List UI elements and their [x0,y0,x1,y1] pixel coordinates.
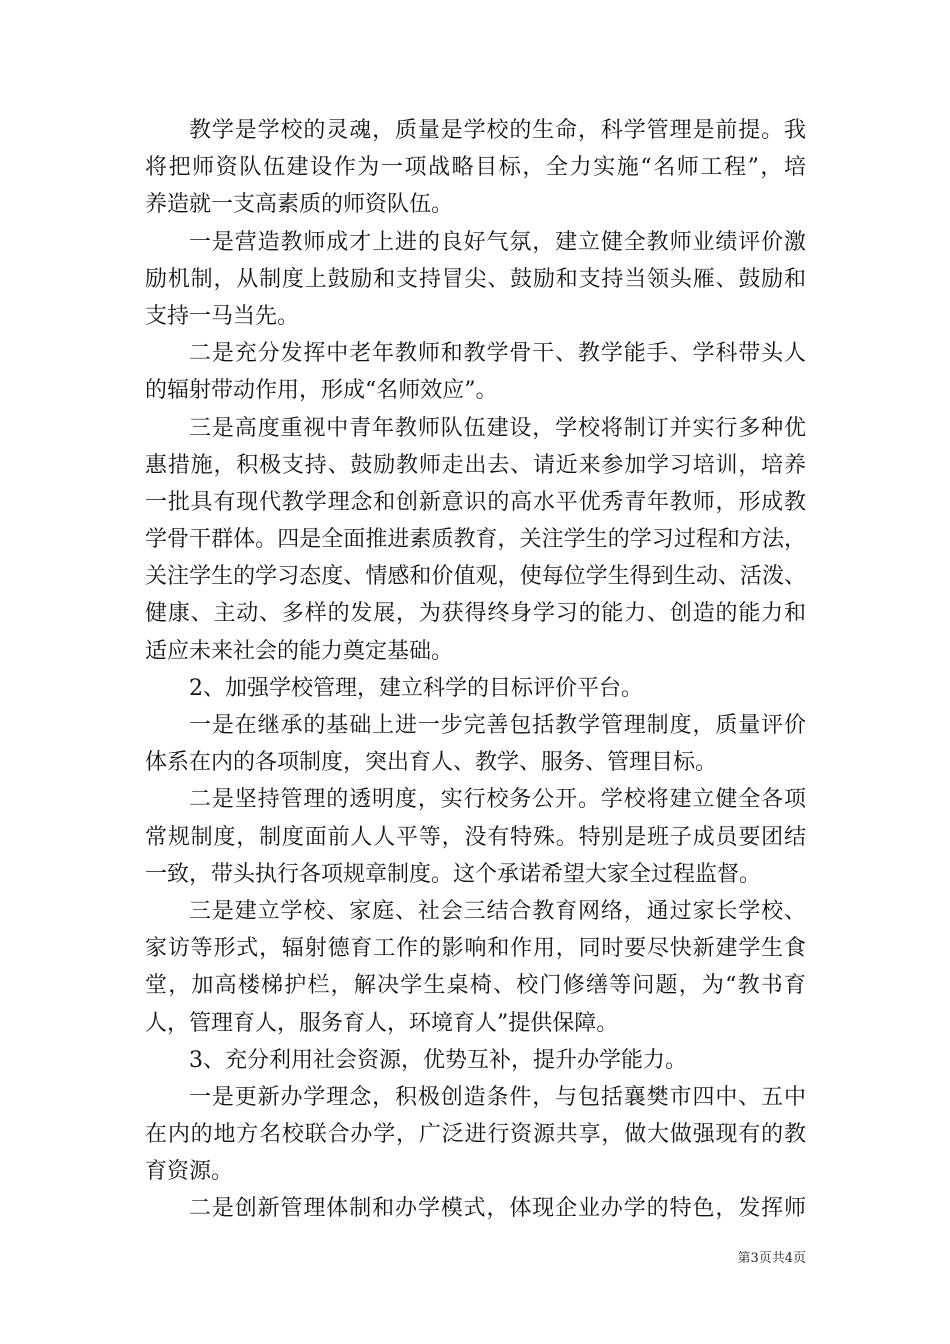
text-line: 一是在继承的基础上进一步完善包括教学管理制度，质量评价 [189,713,806,738]
text-line: 一批具有现代教学理念和创新意识的高水平优秀青年教师，形成教 [145,489,806,515]
text-line: 一是更新办学理念，积极创造条件，与包括襄樊市四中、五中 [189,1084,806,1110]
text-line: 励机制，从制度上鼓励和支持冒尖、鼓励和支持当领头雁、鼓励和 [145,266,806,292]
text-line: 学骨干群体。四是全面推进素质教育，关注学生的学习过程和方法， [145,527,806,553]
text-line: 三是建立学校、家庭、社会三结合教育网络，通过家长学校、 [189,898,806,924]
text-line: 教学是学校的灵魂，质量是学校的生命，科学管理是前提。我 [189,118,806,143]
text-line: 在内的地方名校联合办学，广泛进行资源共享，做大做强现有的教 [145,1122,806,1148]
text-line: 二是创新管理体制和办学模式，体现企业办学的特色，发挥师 [189,1196,806,1222]
text-line: 支持一马当先。 [145,303,300,329]
text-line: 适应未来社会的能力奠定基础。 [145,638,454,664]
text-line: 二是坚持管理的透明度，实行校务公开。学校将建立健全各项 [189,787,806,813]
document-body [145,112,806,1228]
text-line: 一致，带头执行各项规章制度。这个承诺希望大家全过程监督。 [145,861,762,887]
text-line: 育资源。 [145,1159,234,1185]
text-line: 健康、主动、多样的发展，为获得终身学习的能力、创造的能力和 [145,601,806,627]
text-line: 2、加强学校管理，建立科学的目标评价平台。 [189,675,643,701]
text-line: 将把师资队伍建设作为一项战略目标，全力实施“名师工程”，培 [145,155,806,181]
text-line: 体系在内的各项制度，突出育人、教学、服务、管理目标。 [145,750,718,776]
text-line: 家访等形式，辐射德育工作的影响和作用，同时要尽快新建学生食 [145,936,806,962]
text-line: 常规制度，制度面前人人平等，没有特殊。特别是班子成员要团结 [145,824,806,850]
text-line: 人，管理育人，服务育人，环境育人”提供保障。 [145,1010,619,1036]
text-line: 二是充分发挥中老年教师和教学骨干、教学能手、学科带头人 [189,341,806,367]
text-line: 堂，加高楼梯护栏，解决学生桌椅、校门修缮等问题，为“教书育 [145,973,806,999]
text-line: 三是高度重视中青年教师队伍建设，学校将制订并实行多种优 [189,415,806,441]
text-line: 的辐射带动作用，形成“名师效应”。 [145,378,498,404]
text-line: 惠措施，积极支持、鼓励教师走出去、请近来参加学习培训，培养 [145,452,806,478]
text-line: 养造就一支高素质的师资队伍。 [145,192,454,218]
text-line: 关注学生的学习态度、情感和价值观，使每位学生得到生动、活泼、 [145,564,806,590]
text-line: 3、充分利用社会资源，优势互补，提升办学能力。 [189,1047,687,1073]
text-line: 一是营造教师成才上进的良好气氛，建立健全教师业绩评价激 [189,229,806,255]
page-number: 第3页共4页 [737,1251,806,1266]
